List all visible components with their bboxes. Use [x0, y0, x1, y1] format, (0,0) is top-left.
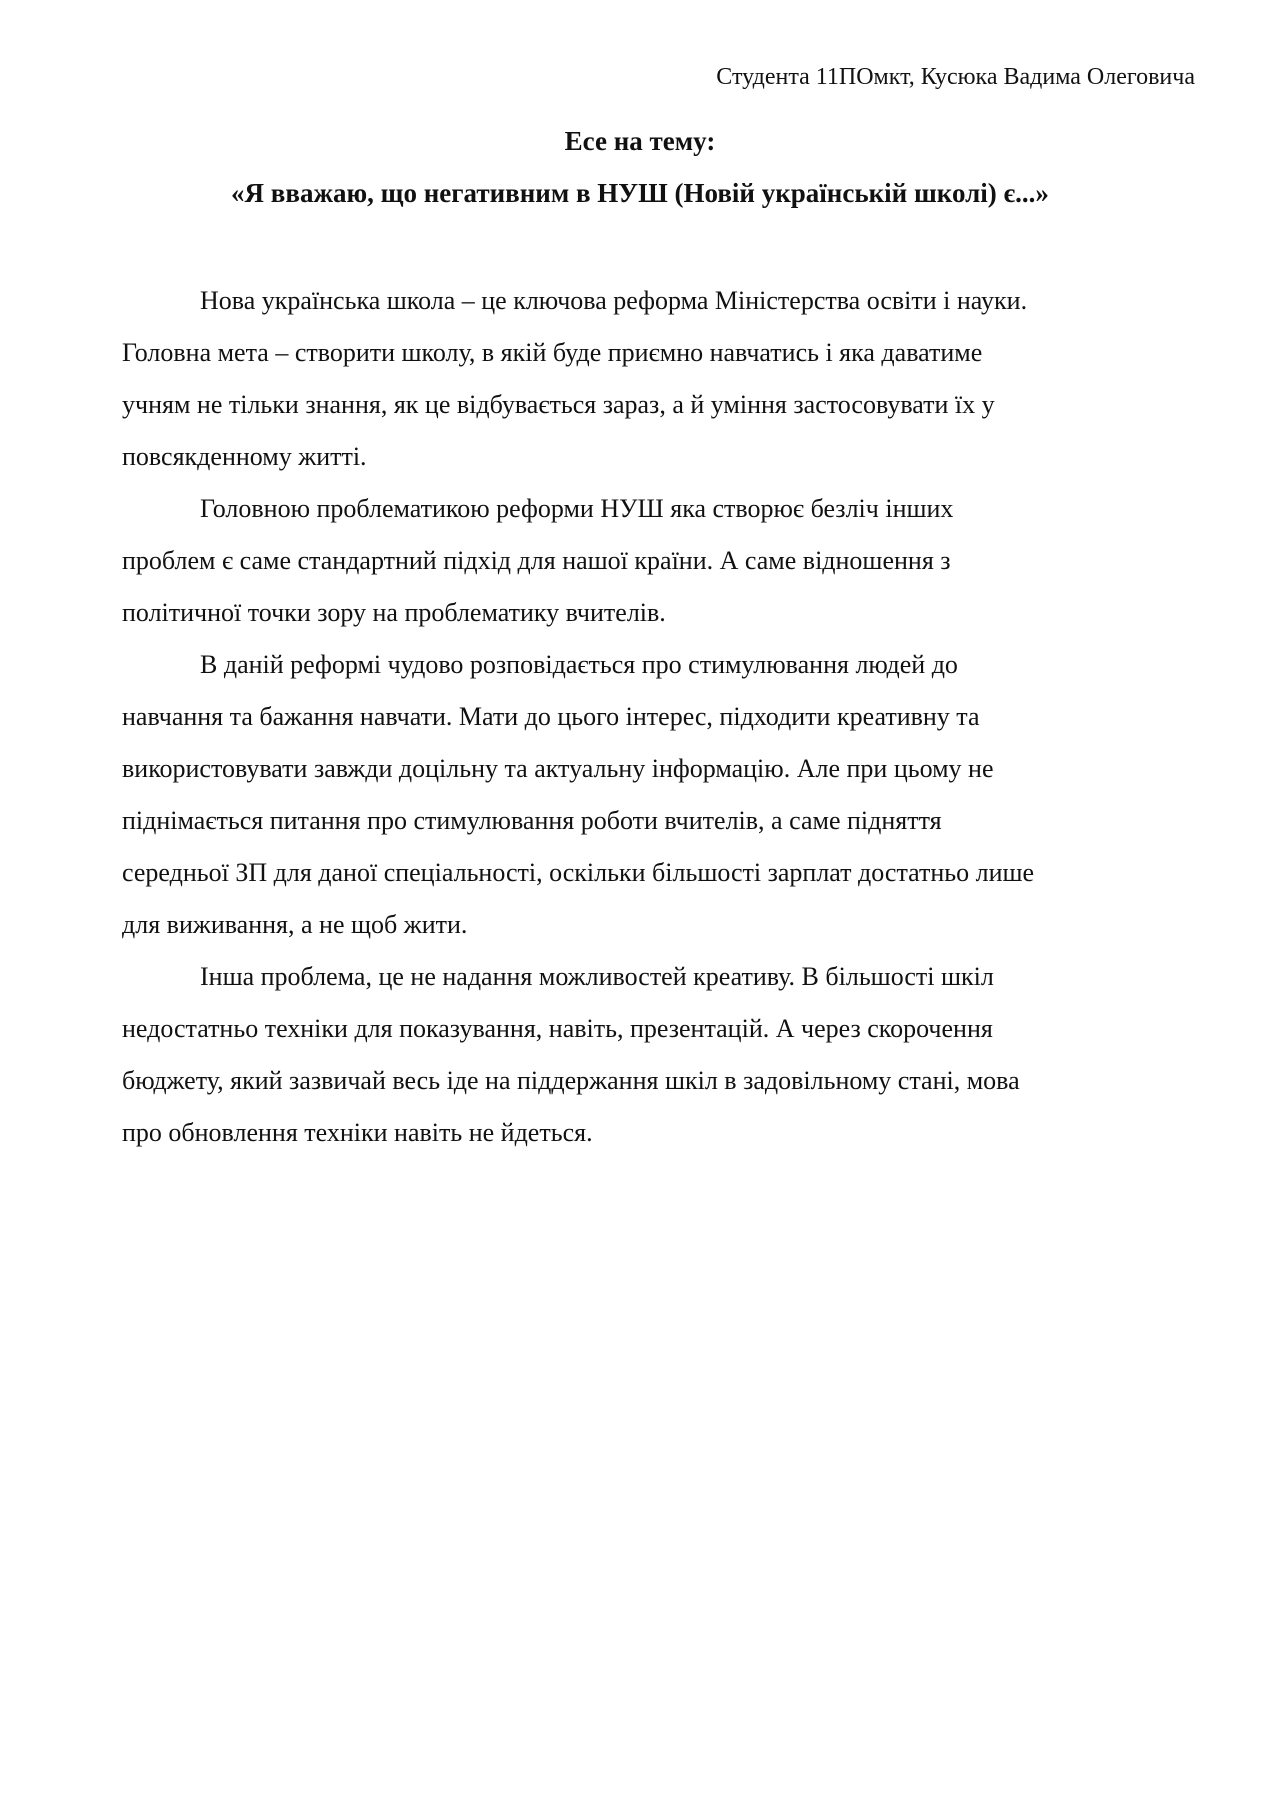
paragraph-line: навчання та бажання навчати. Мати до цього інтерес, підходити креативну та: [122, 702, 980, 731]
paragraph: [122, 483, 1182, 639]
paragraph-line: В даній реформі чудово розповідається про стимулювання людей до: [200, 650, 958, 679]
paragraph-line: середньої ЗП для даної спеціальності, оскільки більшості зарплат достатньо лише: [122, 858, 1035, 887]
paragraph-line: для виживання, а не щоб жити.: [122, 910, 468, 939]
essay-body: [122, 275, 1182, 1159]
author-line: Студента 11ПОмкт, Кусюка Вадима Олеговича: [716, 64, 1195, 90]
paragraph-line: Нова українська школа – це ключова реформа Міністерства освіти і науки.: [200, 286, 1028, 315]
paragraph-line: Головна мета – створити школу, в якій буде приємно навчатись і яка даватиме: [122, 338, 983, 367]
paragraph: [122, 639, 1182, 951]
paragraph: [122, 275, 1182, 483]
paragraph-line: проблем є саме стандартний підхід для нашої країни. А саме відношення з: [122, 546, 951, 575]
paragraph-line: використовувати завжди доцільну та актуальну інформацію. Але при цьому не: [122, 754, 994, 783]
paragraph-line: учням не тільки знання, як це відбувається зараз, а й уміння застосовувати їх у: [122, 390, 995, 419]
paragraph: [122, 951, 1182, 1159]
paragraph-line: недостатньо техніки для показування, навіть, презентацій. А через скорочення: [122, 1014, 993, 1043]
paragraph-line: Інша проблема, це не надання можливостей креативу. В більшості шкіл: [200, 962, 994, 991]
paragraph-line: піднімається питання про стимулювання роботи вчителів, а саме підняття: [122, 806, 942, 835]
paragraph-line: повсякденному житті.: [122, 442, 367, 471]
paragraph-line: бюджету, який зазвичай весь іде на піддержання шкіл в задовільному стані, мова: [122, 1066, 1020, 1095]
essay-title-label: Есе на тему:: [564, 126, 716, 156]
paragraph-line: політичної точки зору на проблематику вчителів.: [122, 598, 666, 627]
paragraph-line: про обновлення техніки навіть не йдеться.: [122, 1118, 593, 1147]
essay-title-topic: «Я вважаю, що негативним в НУШ (Новій українській школі) є...»: [231, 178, 1049, 208]
paragraph-line: Головною проблематикою реформи НУШ яка створює безліч інших: [200, 494, 954, 523]
